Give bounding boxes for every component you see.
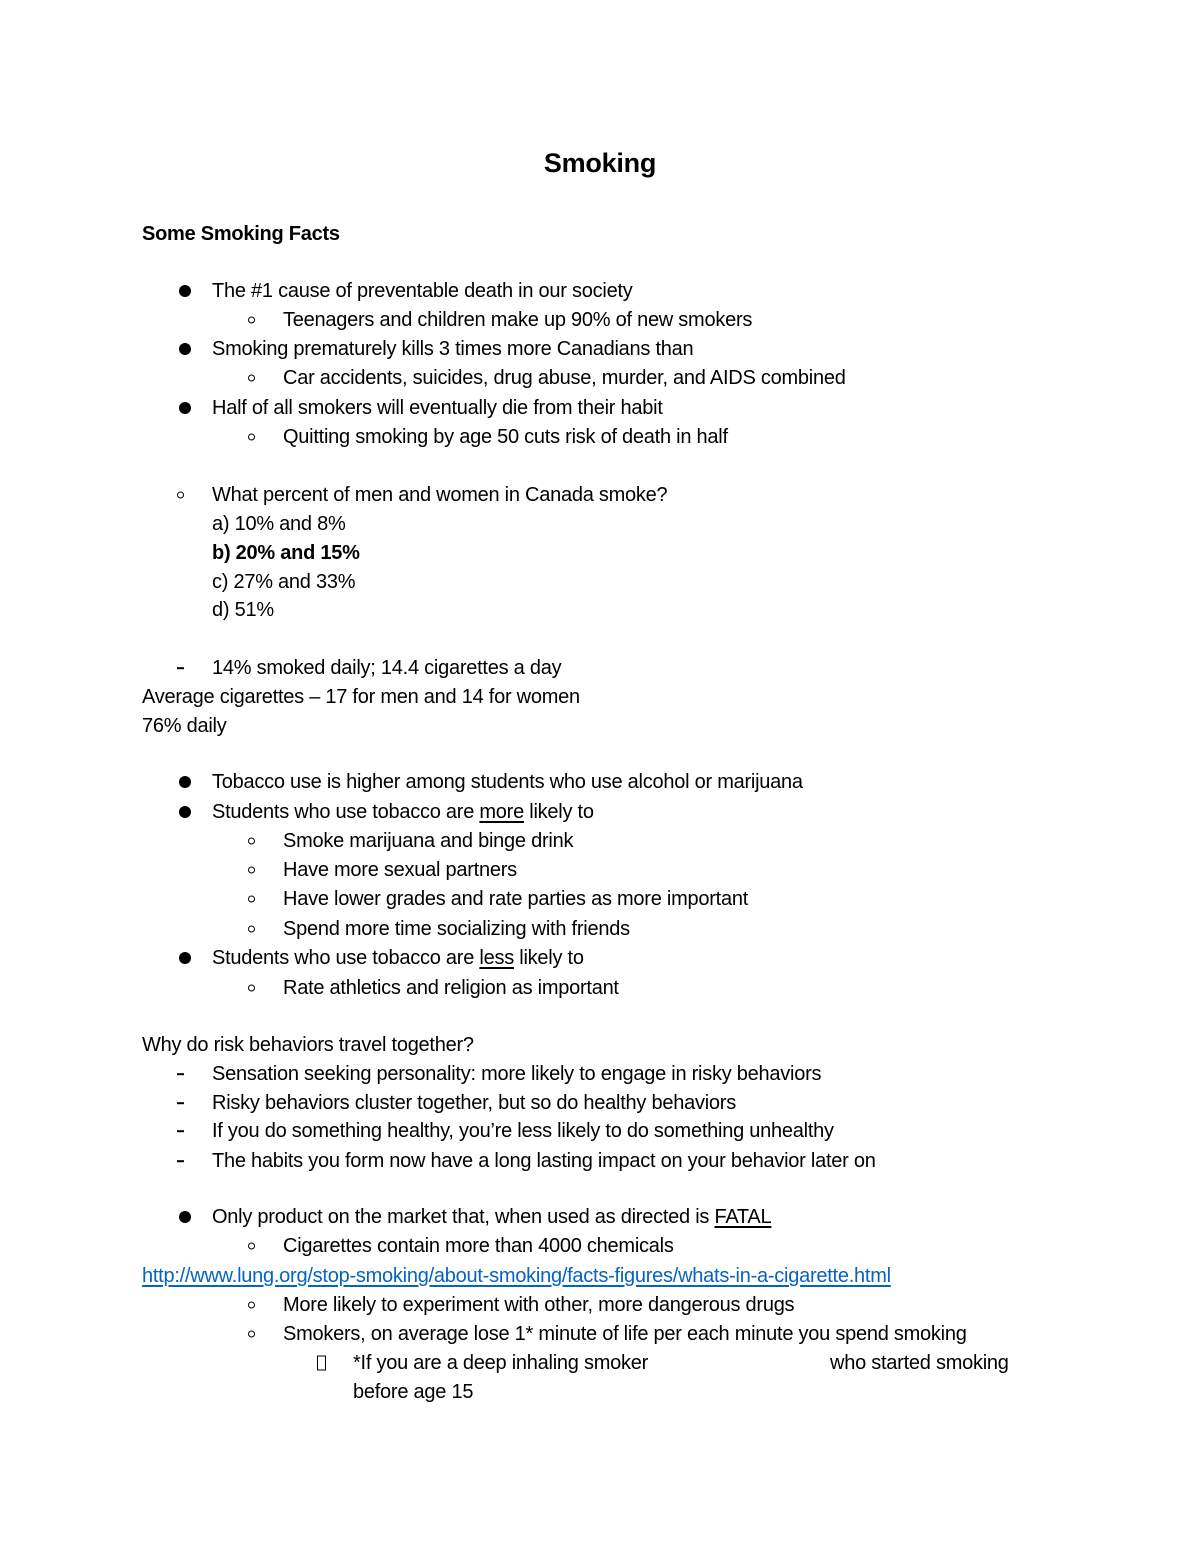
sub-bullet-circle-icon xyxy=(248,867,255,874)
emphasis-fatal: FATAL xyxy=(714,1206,772,1228)
footnote-text: *If you are a deep inhaling smoker xyxy=(353,1352,649,1374)
bullet-dot-icon xyxy=(179,343,191,355)
risk-item: The habits you form now have a long lasting impact on your behavior later on xyxy=(212,1150,876,1172)
lung-org-link[interactable]: http://www.lung.org/stop-smoking/about-smoking/facts-figures/whats-in-a-cigarette.html xyxy=(142,1265,891,1287)
fact-text: likely to xyxy=(513,947,584,969)
sub-bullet-circle-icon xyxy=(248,434,255,441)
risk-item: If you do something healthy, you’re less likely to do something unhealthy xyxy=(212,1120,834,1142)
sub-bullet-circle-icon xyxy=(248,896,255,903)
fact-subitem: Have more sexual partners xyxy=(283,859,517,881)
quiz-option-a: a) 10% and 8% xyxy=(212,513,346,535)
risk-item: Risky behaviors cluster together, but so do healthy behaviors xyxy=(212,1092,736,1114)
fact-text: Only product on the market that, when used as directed is xyxy=(212,1206,715,1228)
footnote-text: before age 15 xyxy=(353,1381,474,1403)
sub-bullet-circle-icon xyxy=(248,1331,255,1338)
quiz-question: What percent of men and women in Canada smoke? xyxy=(212,484,668,506)
dash-bullet-icon xyxy=(177,667,184,669)
bullet-dot-icon xyxy=(179,952,191,964)
emphasis-less: less xyxy=(479,947,514,969)
risk-question: Why do risk behaviors travel together? xyxy=(142,1034,474,1056)
sub-bullet-circle-icon xyxy=(177,492,184,499)
sub-bullet-circle-icon xyxy=(248,926,255,933)
fact-subitem: Rate athletics and religion as important xyxy=(283,977,619,999)
sub-bullet-circle-icon xyxy=(248,838,255,845)
sub-bullet-circle-icon xyxy=(248,1302,255,1309)
quiz-option-d: d) 51% xyxy=(212,599,274,621)
page-title: Smoking xyxy=(543,148,657,178)
dash-bullet-icon xyxy=(177,1073,184,1075)
fact-subitem: Cigarettes contain more than 4000 chemicals xyxy=(283,1235,674,1257)
bullet-dot-icon xyxy=(179,776,191,788)
sub-bullet-circle-icon xyxy=(248,1243,255,1250)
fact-text: likely to xyxy=(523,801,594,823)
risk-item: Sensation seeking personality: more likely to engage in risky behaviors xyxy=(212,1063,822,1085)
quiz-option-c: c) 27% and 33% xyxy=(212,571,356,593)
fact-subitem: Smokers, on average lose 1* minute of life per each minute you spend smoking xyxy=(283,1323,967,1345)
fact-text: Students who use tobacco are xyxy=(212,801,480,823)
dash-bullet-icon xyxy=(177,1130,184,1132)
fact-subitem: Have lower grades and rate parties as more important xyxy=(283,888,749,910)
fact-item xyxy=(212,946,584,970)
stat-line: 76% daily xyxy=(142,715,227,737)
bullet-dot-icon xyxy=(179,1211,191,1223)
fact-item: Tobacco use is higher among students who use alcohol or marijuana xyxy=(212,771,803,793)
stat-line: Average cigarettes – 17 for men and 14 for women xyxy=(142,686,580,708)
fact-item: The #1 cause of preventable death in our society xyxy=(212,280,633,302)
bullet-dot-icon xyxy=(179,806,191,818)
stat-line: 14% smoked daily; 14.4 cigarettes a day xyxy=(212,657,562,679)
fact-item: Smoking prematurely kills 3 times more Canadians than xyxy=(212,338,694,360)
dash-bullet-icon xyxy=(177,1160,184,1162)
fact-subitem: Quitting smoking by age 50 cuts risk of death in half xyxy=(283,426,728,448)
footnote-text: who started smoking xyxy=(830,1352,1009,1374)
sub-bullet-circle-icon xyxy=(248,375,255,382)
missing-glyph-square-icon xyxy=(317,1356,326,1371)
fact-subitem: Smoke marijuana and binge drink xyxy=(283,830,574,852)
fact-subitem: More likely to experiment with other, more dangerous drugs xyxy=(283,1294,795,1316)
fact-subitem: Teenagers and children make up 90% of new smokers xyxy=(283,309,753,331)
bullet-dot-icon xyxy=(179,285,191,297)
fact-subitem: Car accidents, suicides, drug abuse, murder, and AIDS combined xyxy=(283,367,846,389)
fact-subitem: Spend more time socializing with friends xyxy=(283,918,630,940)
sub-bullet-circle-icon xyxy=(248,985,255,992)
quiz-option-b: b) 20% and 15% xyxy=(212,542,360,564)
fact-text: Students who use tobacco are xyxy=(212,947,480,969)
fact-item: Half of all smokers will eventually die from their habit xyxy=(212,397,663,419)
emphasis-more: more xyxy=(479,801,524,823)
dash-bullet-icon xyxy=(177,1102,184,1104)
bullet-dot-icon xyxy=(179,402,191,414)
sub-bullet-circle-icon xyxy=(248,317,255,324)
fact-item xyxy=(212,800,594,824)
fact-item xyxy=(212,1205,771,1229)
section-heading: Some Smoking Facts xyxy=(142,223,340,245)
